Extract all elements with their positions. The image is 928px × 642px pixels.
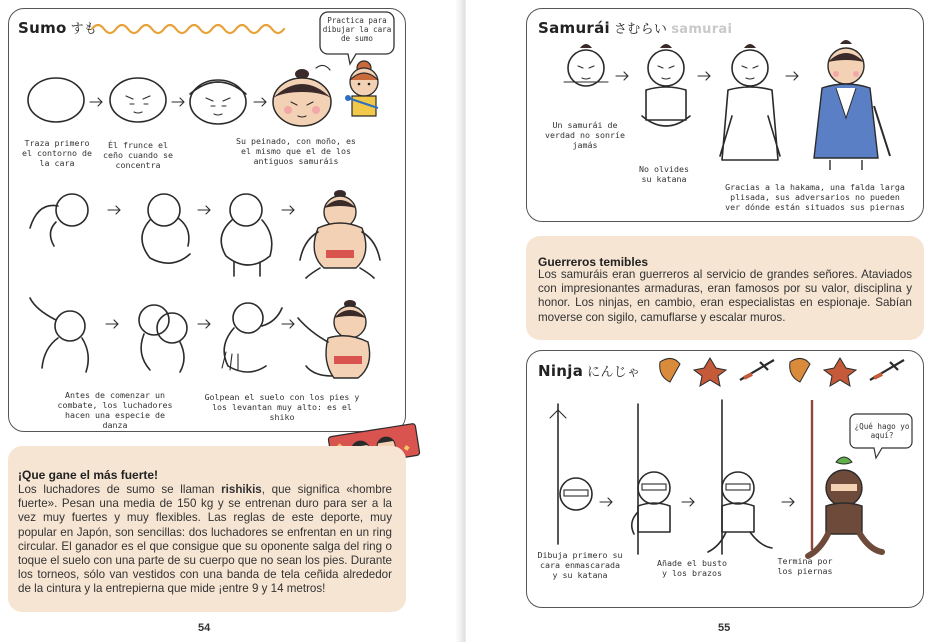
girl-illustration xyxy=(338,58,390,122)
squiggle-decoration xyxy=(92,22,292,36)
samurai-heading xyxy=(538,18,732,37)
bubble-text: Practica para dibujar la cara de sumo xyxy=(322,16,392,43)
page-number-right: 55 xyxy=(718,622,731,634)
sumo-body-steps xyxy=(20,184,390,280)
samurai-steps xyxy=(546,36,916,176)
sumo-dance-steps xyxy=(20,290,390,386)
ninja-caption-1: Dibuja primero su cara enmascarada y su katana xyxy=(537,550,623,580)
sumo-caption-5: Golpean el suelo con los pies y los levantan muy alto: es el shiko xyxy=(204,392,360,422)
ninja-title: Ninja xyxy=(538,362,584,380)
sumo-box-text-b: , que significa «hombre fuerte». Pesan una media de 150 kg y se entrenan duro para ser a la vez muy fuertes y muy flexibles. Las reglas de este deporte, muy popular en Japón, son sencillas: dos luchadores se enfrentan en un ring circular. El ganador es el que consigue que su oponente salga del ring o toque el suelo con una parte de su cuerpo que no sean los pies. Durante los torneos, sólo van vestidos con una banda de tela ceñida alrededor de la cintura y la entrepierna que mide ¡entre 9 y 14 metros! xyxy=(18,483,392,596)
ninja-jp: にんじゃ xyxy=(587,365,641,380)
sumo-jp: すも xyxy=(70,22,98,37)
sumo-title: Sumo xyxy=(18,19,67,37)
sumo-box-text-a: Los luchadores de sumo se llaman xyxy=(18,483,222,496)
sumo-caption-3: Su peinado, con moño, es el mismo que el de los antiguos samuráis xyxy=(236,136,356,166)
sumo-face-steps xyxy=(20,60,340,130)
ninja-weapons xyxy=(652,352,914,388)
right-page xyxy=(466,0,928,642)
samurai-box-text: Los samuráis eran guerreros al servicio de grandes señores. Ataviados con impresionantes armaduras, eran famosos por su valor, disciplina y honor. Los ninjas, en cambio, eran especialistas en espionaje. Sabían moverse con sigilo, camuflarse y escalar muros. xyxy=(538,268,912,324)
samurai-box-title: Guerreros temibles xyxy=(538,255,649,269)
samurai-caption-2: No olvides su katana xyxy=(639,164,689,184)
ninja-caption-3: Termina por los piernas xyxy=(777,556,833,576)
sumo-caption-4: Antes de comenzar un combate, los luchadores hacen una especie de danza xyxy=(57,390,173,430)
samurai-caption-3: Gracias a la hakama, una falda larga plisada, sus adversarios no pueden ver dónde están situados sus piernas xyxy=(725,182,905,212)
left-page xyxy=(0,0,462,642)
sumo-caption-1: Traza primero el contorno de la cara xyxy=(22,138,92,168)
ninja-bubble-text: ¿Qué hago yo aquí? xyxy=(854,422,910,440)
sumo-box-text-bold: rishikis xyxy=(221,483,262,496)
ninja-caption-2: Añade el busto y los brazos xyxy=(657,558,727,578)
ninja-heading xyxy=(538,361,640,380)
sumo-box-title: ¡Que gane el más fuerte! xyxy=(18,468,159,482)
samurai-caption-1: Un samurái de verdad no sonríe jamás xyxy=(545,120,625,150)
samurai-title: Samurái xyxy=(538,19,610,37)
sumo-box-text xyxy=(18,483,392,597)
page-number-left: 54 xyxy=(198,622,211,634)
sumo-heading xyxy=(18,18,97,37)
samurai-jp: さむらい xyxy=(614,22,668,37)
samurai-ghost: samurai xyxy=(671,22,733,37)
sumo-caption-2: Él frunce el ceño cuando se concentra xyxy=(103,140,173,170)
